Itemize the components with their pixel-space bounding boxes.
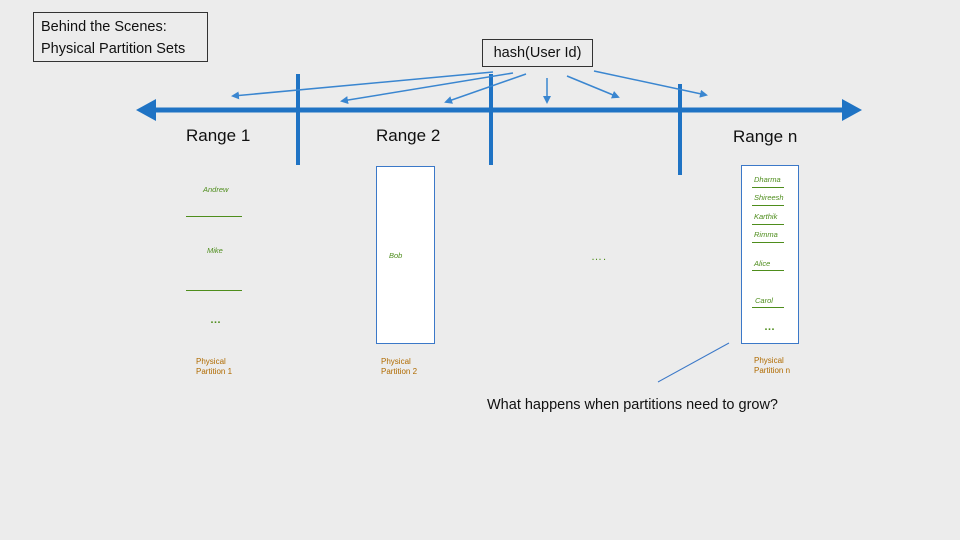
partition-2-label: Physical Partition 2 — [381, 357, 418, 376]
title-box — [33, 12, 208, 62]
partition-n-separator-1 — [752, 187, 784, 188]
partition-n-key-1: Dharma — [754, 175, 781, 184]
growth-question: What happens when partitions need to grow? — [487, 397, 778, 413]
axis-arrow-right — [842, 99, 862, 121]
partition-1-key-2: Mike — [207, 246, 223, 255]
partition-n-separator-2 — [752, 205, 784, 206]
partition-1-separator-1 — [186, 216, 242, 217]
partition-n-key-3: Karthik — [754, 212, 778, 221]
partition-n-key-6: Carol — [755, 296, 773, 305]
partition-2-key-1: Bob — [389, 251, 403, 260]
partition-1-separator-2 — [186, 290, 242, 291]
partition-n-box — [741, 165, 799, 344]
partition-1-label: Physical Partition 1 — [196, 357, 233, 376]
hash-arrow-5 — [567, 76, 618, 97]
axis-arrow-left — [136, 99, 156, 121]
partition-n-key-4: Rimma — [754, 230, 778, 239]
partition-n-ellipsis: … — [764, 321, 776, 333]
partition-n-key-5: Alice — [754, 259, 771, 268]
partition-n-separator-4 — [752, 242, 784, 243]
range-2-label: Range 2 — [376, 126, 441, 145]
partition-n-key-2: Shireesh — [754, 193, 784, 202]
title-line-1: Behind the Scenes: — [41, 19, 167, 35]
partition-1-key-1: Andrew — [203, 185, 229, 194]
hash-arrow-6 — [594, 71, 706, 95]
range-1-label: Range 1 — [186, 126, 251, 145]
hash-arrow-3 — [446, 74, 526, 102]
hash-function-box: hash(User Id) — [482, 39, 593, 67]
hash-arrow-1 — [233, 72, 493, 96]
partition-n-label: Physical Partition n — [754, 356, 791, 375]
partition-n-separator-3 — [752, 224, 784, 225]
title-line-2: Physical Partition Sets — [41, 41, 186, 57]
range-axis — [136, 99, 862, 121]
callout-line — [658, 343, 729, 382]
middle-ellipsis: …. — [591, 251, 608, 263]
hash-arrows — [233, 71, 706, 102]
partition-n-separator-5 — [752, 270, 784, 271]
partition-n-separator-6 — [752, 307, 784, 308]
range-n-label: Range n — [733, 127, 798, 146]
partition-2-box — [376, 166, 435, 344]
partition-1-ellipsis: … — [210, 314, 222, 326]
